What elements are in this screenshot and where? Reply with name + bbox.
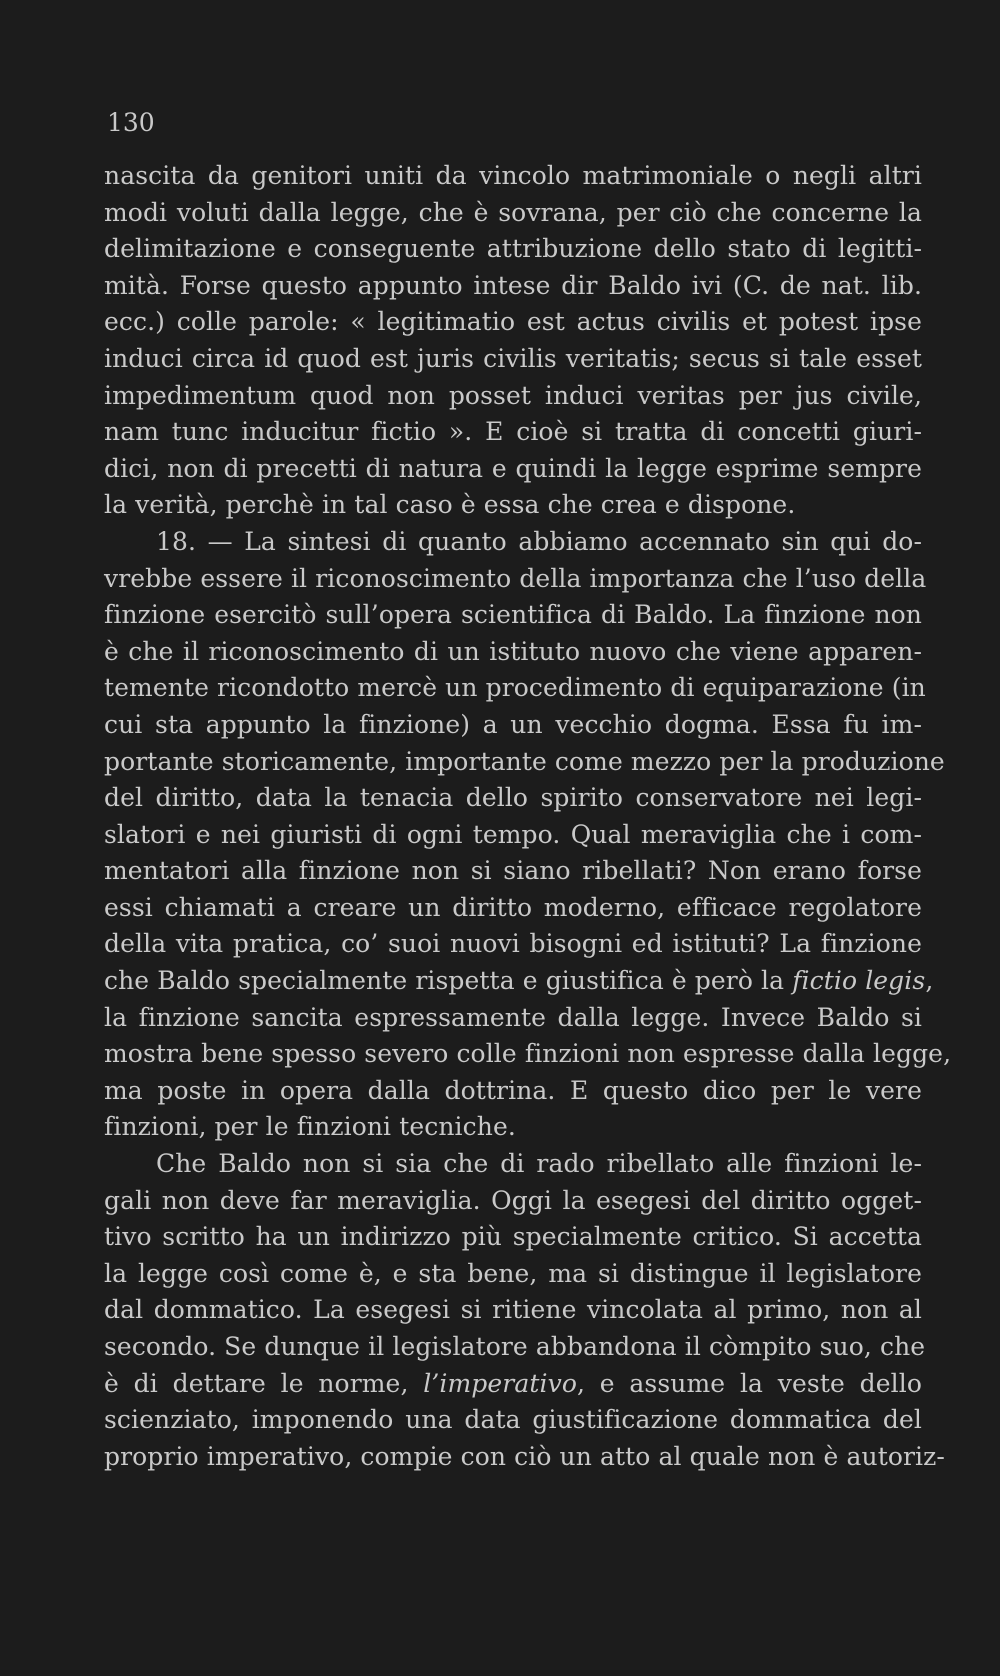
text-line: che Baldo specialmente rispetta e giustifica è però la fictio legis,	[104, 966, 934, 996]
text-line: dal dommatico. La esegesi si ritiene vincolata al primo, non al	[104, 1295, 922, 1325]
body-text	[104, 158, 952, 1475]
text-line: portante storicamente, importante come mezzo per la produzione	[104, 746, 945, 776]
text-line: cui sta appunto la finzione) a un vecchio dogma. Essa fu im-	[104, 709, 922, 739]
text-line: della vita pratica, co’ suoi nuovi bisogni ed istituti? La finzione	[104, 929, 922, 959]
text-line: induci circa id quod est juris civilis veritatis; secus si tale esset	[104, 343, 922, 373]
text-line: Che Baldo non si sia che di rado ribellato alle finzioni le-	[156, 1149, 922, 1179]
text-line: la finzione sancita espressamente dalla legge. Invece Baldo si	[104, 1002, 922, 1032]
text-line: è che il riconoscimento di un istituto nuovo che viene apparen-	[104, 636, 922, 666]
text-line: finzioni, per le finzioni tecniche.	[104, 1112, 516, 1142]
text-line: vrebbe essere il riconoscimento della importanza che l’uso della	[104, 563, 927, 593]
text-line: slatori e nei giuristi di ogni tempo. Qual meraviglia che i com-	[104, 819, 922, 849]
text-line: è di dettare le norme, l’imperativo, e assume la veste dello	[104, 1368, 922, 1398]
text-line: la verità, perchè in tal caso è essa che crea e dispone.	[104, 490, 796, 520]
text-line: essi chiamati a creare un diritto moderno, efficace regolatore	[104, 892, 922, 922]
text-line: la legge così come è, e sta bene, ma si distingue il legislatore	[104, 1258, 922, 1288]
text-line: delimitazione e conseguente attribuzione dello stato di legitti-	[104, 234, 922, 264]
text-line: modi voluti dalla legge, che è sovrana, per ciò che concerne la	[104, 197, 922, 227]
text-line: mità. Forse questo appunto intese dir Baldo ivi (C. de nat. lib.	[104, 270, 922, 300]
text-line: finzione esercitò sull’opera scientifica di Baldo. La finzione non	[104, 600, 922, 630]
text-line: ecc.) colle parole: « legitimatio est actus civilis et potest ipse	[104, 307, 922, 337]
text-line: mentatori alla finzione non si siano ribellati? Non erano forse	[104, 856, 922, 886]
text-line: del diritto, data la tenacia dello spirito conservatore nei legi-	[104, 783, 922, 813]
text-line: nascita da genitori uniti da vincolo matrimoniale o negli altri	[104, 161, 922, 190]
italic-phrase: l’imperativo	[423, 1368, 577, 1398]
text-line: proprio imperativo, compie con ciò un atto al quale non è autoriz-	[104, 1441, 945, 1471]
italic-phrase: fictio legis	[792, 966, 926, 996]
text-line: nam tunc inducitur fictio ». E cioè si tratta di concetti giuri-	[104, 417, 922, 447]
page-number: 130	[107, 108, 155, 137]
text-line: 18. — La sintesi di quanto abbiamo accennato sin qui do-	[156, 526, 922, 556]
text-line: scienziato, imponendo una data giustificazione dommatica del	[104, 1405, 922, 1435]
page-text-block	[104, 105, 952, 1475]
text-line: dici, non di precetti di natura e quindi la legge esprime sempre	[104, 453, 922, 483]
text-line: secondo. Se dunque il legislatore abbandona il còmpito suo, che	[104, 1332, 926, 1361]
text-line: tivo scritto ha un indirizzo più specialmente critico. Si accetta	[104, 1222, 922, 1252]
text-line: impedimentum quod non posset induci veritas per jus civile,	[104, 380, 922, 410]
text-line: ma poste in opera dalla dottrina. E questo dico per le vere	[104, 1075, 922, 1105]
text-line: mostra bene spesso severo colle finzioni non espresse dalla legge,	[104, 1039, 952, 1069]
text-line: temente ricondotto mercè un procedimento di equiparazione (in	[104, 673, 926, 703]
text-line: gali non deve far meraviglia. Oggi la esegesi del diritto ogget-	[104, 1185, 922, 1215]
